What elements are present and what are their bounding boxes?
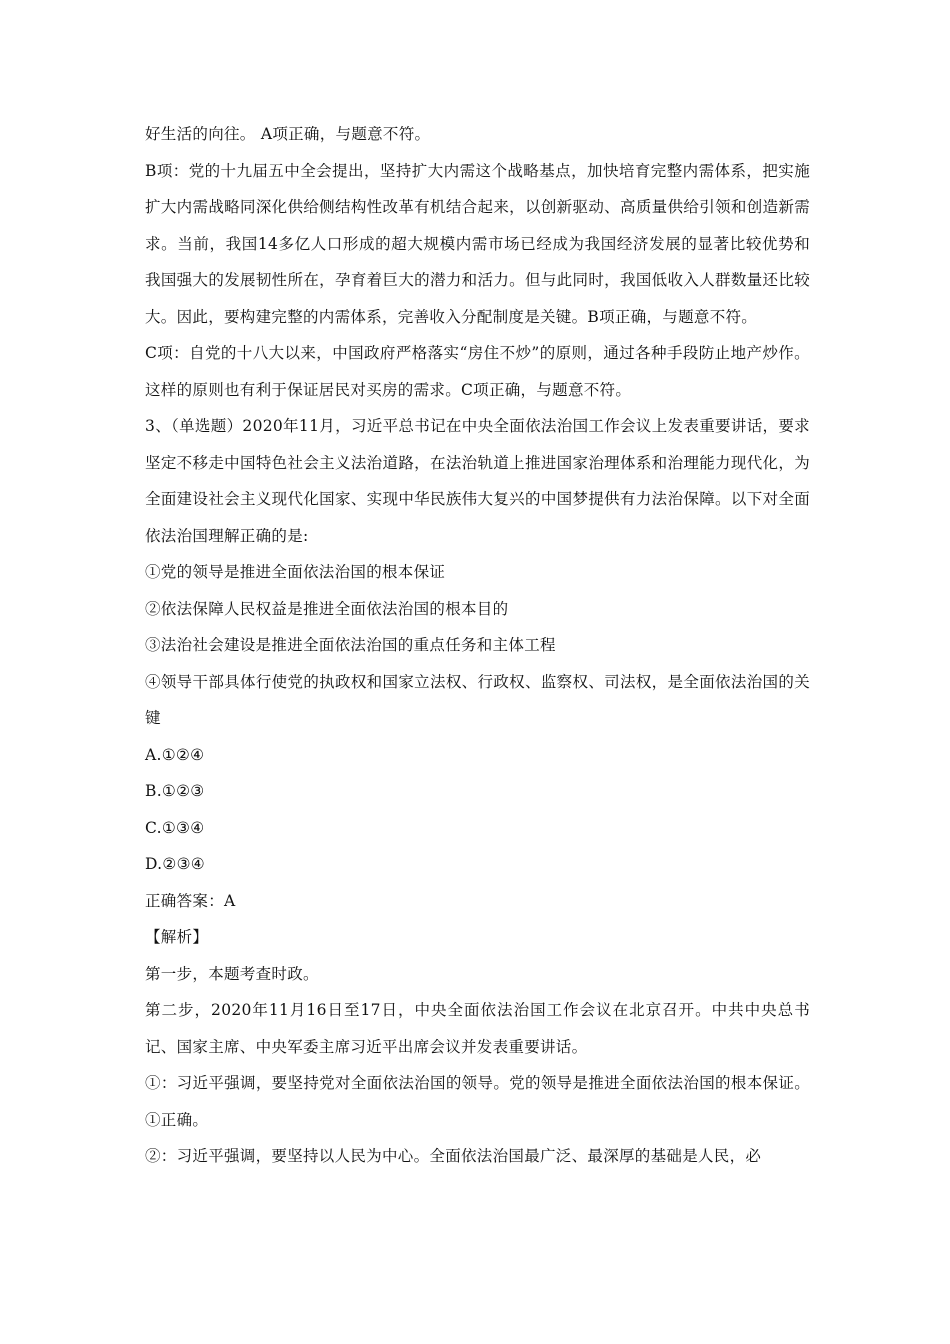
paragraph-option-c: C项：自党的十八大以来，中国政府严格落实“房住不炒”的原则，通过各种手段防止地产炒作。这样的原则也有利于保证居民对买房的需求。C项正确，与题意不符。 bbox=[145, 344, 810, 399]
statement-1: ①党的领导是推进全面依法治国的根本保证 bbox=[145, 563, 446, 581]
document-body bbox=[145, 116, 810, 1175]
choice-b: B.①②③ bbox=[145, 782, 205, 800]
choice-c: C.①③④ bbox=[145, 818, 205, 837]
analysis-point-1: ①：习近平强调，要坚持党对全面依法治国的领导。党的领导是推进全面依法治国的根本保证。①正确。 bbox=[145, 1074, 810, 1129]
choice-a: A.①②④ bbox=[145, 745, 205, 764]
analysis-heading: 【解析】 bbox=[145, 928, 209, 946]
analysis-point-2: ②：习近平强调，要坚持以人民为中心。全面依法治国最广泛、最深厚的基础是人民，必 bbox=[145, 1147, 762, 1165]
paragraph-option-b: B项：党的十九届五中全会提出，坚持扩大内需这个战略基点，加快培育完整内需体系，把实施扩大内需战略同深化供给侧结构性改革有机结合起来，以创新驱动、高质量供给引领和创造新需求。当前，我国14多亿人口形成的超大规模内需市场已经成为我国经济发展的显著比较优势和我国强大的发展韧性所在，孕育着巨大的潜力和活力。但与此同时，我国低收入人群数量还比较大。因此，要构建完整的内需体系，完善收入分配制度是关键。B项正确，与题意不符。 bbox=[145, 161, 810, 326]
statement-2: ②依法保障人民权益是推进全面依法治国的根本目的 bbox=[145, 599, 509, 618]
analysis-step-1: 第一步，本题考查时政。 bbox=[145, 964, 319, 983]
analysis-step-2: 第二步，2020年11月16日至17日，中央全面依法治国工作会议在北京召开。中共中央总书记、国家主席、中央军委主席习近平出席会议并发表重要讲话。 bbox=[145, 1001, 810, 1056]
statement-4: ④领导干部具体行使党的执政权和国家立法权、行政权、监察权、司法权，是全面依法治国的关键 bbox=[145, 672, 810, 727]
correct-answer: 正确答案：A bbox=[145, 891, 236, 910]
question-3-stem: 3、（单选题）2020年11月，习近平总书记在中央全面依法治国工作会议上发表重要讲话，要求坚定不移走中国特色社会主义法治道路，在法治轨道上推进国家治理体系和治理能力现代化，为全面建设社会主义现代化国家、实现中华民族伟大复兴的中国梦提供有力法治保障。以下对全面依法治国理解正确的是: bbox=[145, 417, 810, 545]
choice-d: D.②③④ bbox=[145, 855, 205, 873]
paragraph-a-conclusion: 好生活的向往。 A项正确，与题意不符。 bbox=[145, 125, 431, 143]
statement-3: ③法治社会建设是推进全面依法治国的重点任务和主体工程 bbox=[145, 636, 556, 654]
